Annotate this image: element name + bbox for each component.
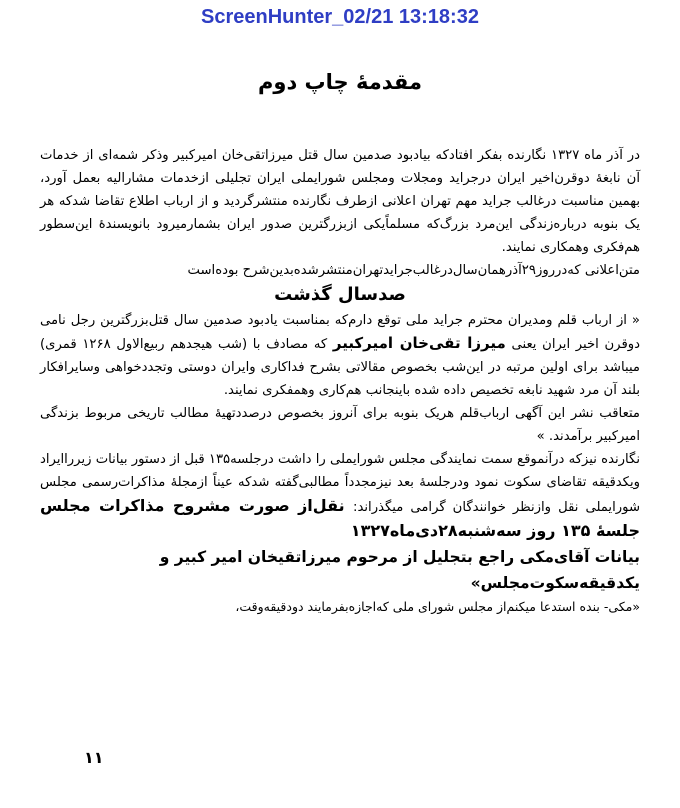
paragraph-3-text: نگارنده نیزکه درآنموقع سمت نمایندگی مجلس شورایملی را داشت درجلسه۱۳۵ قبل از دستور بیانات زیرراایراد ویکدقیقه تقاضای سکوت نمود ودرجلسهٔ بعد نیزمجدداً مطالبی‌گفته شدکه عیناً ازمجلهٔ مذاکرات‌رسمی مجلس شورایملی نقل وازنظر خوانندگان گرامی میگذراند: (40, 452, 640, 515)
quote-text-before: « از ارباب قلم ومدیران محترم جراید ملی توقع دارم‌که بمناسبت یادبود صدمین سال قتل‌بزرگترین رجل نامی دوقرن اخیر ایران یعنی (40, 313, 641, 352)
speech-title: بیانات آقای‌مکی راجع بتجلیل از مرحوم میرزاتقیخان امیر کبیر و یکدقیقه‌سکوت‌مجلس» (159, 548, 640, 592)
screenhunter-banner: ScreenHunter_02/21 13:18:32 (201, 6, 479, 28)
section-subheading: صدسال گذشت (274, 284, 406, 305)
page-number: ۱۱ (84, 748, 104, 767)
quote-paragraph-1 (40, 309, 640, 402)
page-title: مقدمهٔ چاپ دوم (258, 70, 422, 94)
paragraph-3 (40, 448, 640, 544)
quote-paragraph-2: متعاقب نشر این آگهی ارباب‌قلم هریک بنوبه برای آنروز بخصوص درصددتهیهٔ مطالب تاریخی مربوط بزندگی امیرکبیر برآمدند. » (40, 406, 640, 444)
document-page (40, 70, 640, 618)
quote-text-after: که مصادف با (شب هیجدهم ربیع‌الاول ۱۲۶۸ قمری) میباشد برای اولین مرتبه در این‌شب بخصوص مقالاتی بشرح فداکاری وایران دوستی وتجددخواهی وسایرافکار بلند آن مرد شهید نابغه تخصیص داده شده باینجانب هم‌کاری وهمفکری نمایند. (40, 337, 640, 398)
speech-first-line: «مکی- بنده استدعا میکنم‌از مجلس شورای ملی که‌اجازه‌بفرمایند دودقیقه‌وقت، (235, 599, 640, 614)
intro-paragraph: در آذر ماه ۱۳۲۷ نگارنده بفکر افتادکه بیادبود صدمین سال قتل میرزاتقی‌خان امیرکبیر وذکر شمه‌ای از خدمات آن نابغهٔ دوقرن‌اخیر ایران درجراید ومجلات ومجلس شورایملی ایران تجلیلی ازخدمات مشارالیه بعمل آورد، بهمین مناسبت درغالب جراید مهم تهران اعلانی ازطرف نگارنده منتشرگردید و از ارباب اطلاع تقاضا شدکه هر یک بنوبه درباره‌زندگی این‌مرد بزرگ‌که مسلماًیکی ازبزرگترین صدور ایران بشمارمیرود بانویسندهٔ این‌سطور هم‌فکری وهمکاری نمایند. (40, 148, 640, 255)
paragraph-3-bold: نقل‌از صورت مشروح مذاکرات مجلس جلسهٔ ۱۳۵ روز سه‌شنبه۲۸دی‌ماه۱۳۲۷ (40, 496, 640, 540)
quote-highlight-name: میرزا تقی‌خان امیرکبیر (332, 334, 506, 352)
notice-line: متن‌اعلانی که‌درروز۲۹آذرهمان‌سال‌درغالب‌جرایدتهران‌منتشرشده‌بدین‌شرح بوده‌است (187, 263, 640, 278)
